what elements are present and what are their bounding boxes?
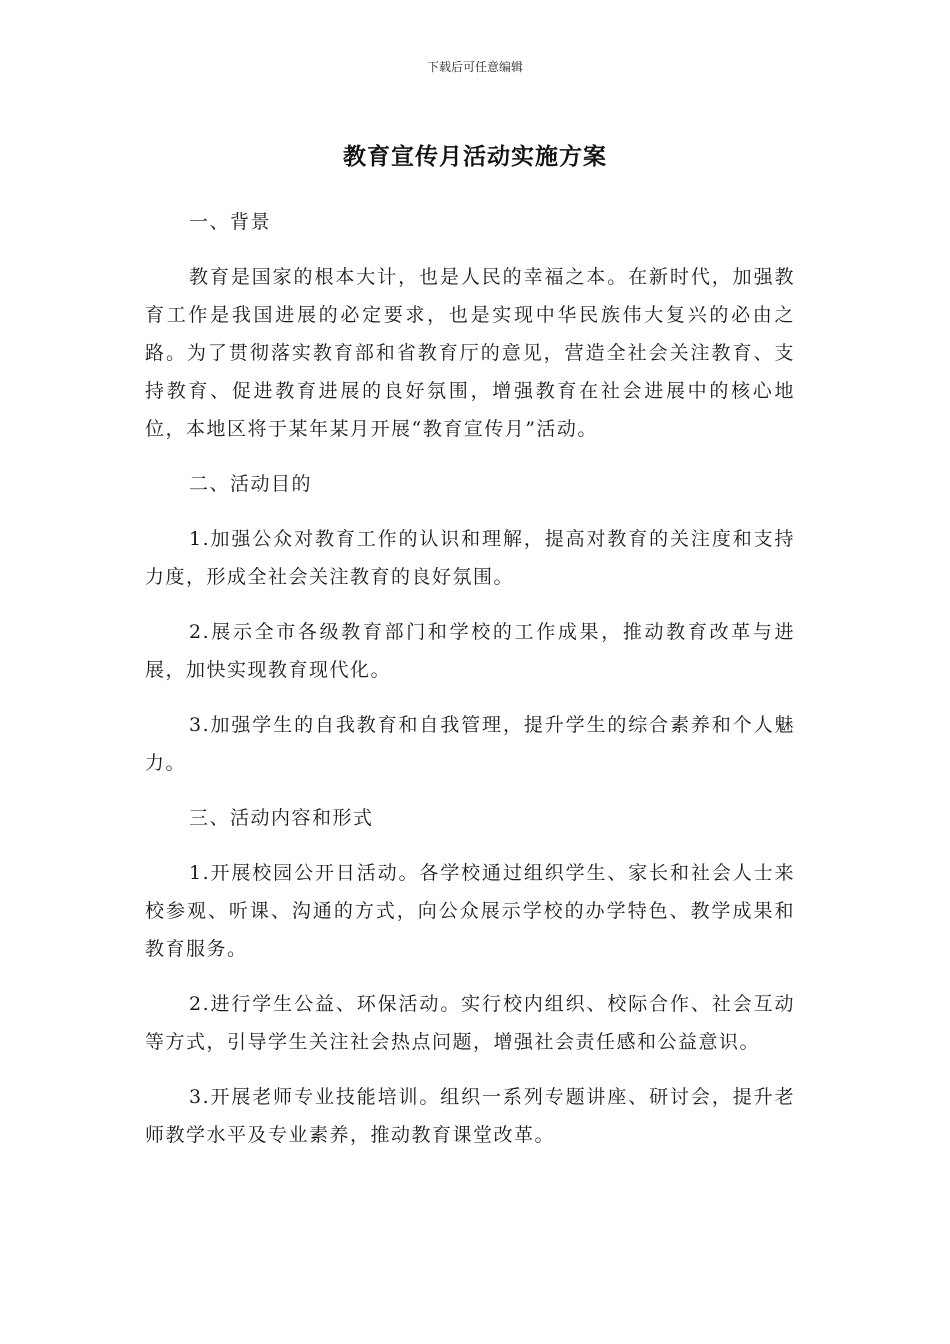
- document-title: 教育宣传月活动实施方案: [343, 144, 607, 170]
- paragraph-content-1: 1.开展校园公开日活动。各学校通过组织学生、家长和社会人士来校参观、听课、沟通的方式，向公众展示学校的办学特色、教学成果和教育服务。: [145, 862, 795, 960]
- paragraph-purpose-1: 1.加强公众对教育工作的认识和理解，提高对教育的关注度和支持力度，形成全社会关注教育的良好氛围。: [145, 528, 795, 588]
- document-body: [145, 203, 795, 1171]
- header-note: 下载后可任意编辑: [426, 60, 523, 74]
- paragraph-background: 教育是国家的根本大计，也是人民的幸福之本。在新时代，加强教育工作是我国进展的必定要求，也是实现中华民族伟大复兴的必由之路。为了贯彻落实教育部和省教育厅的意见，营造全社会关注教育、支持教育、促进教育进展的良好氛围，增强教育在社会进展中的核心地位，本地区将于某年某月开展“教育宣传月”活动。: [145, 266, 795, 440]
- section-heading-content: 三、活动内容和形式: [189, 807, 374, 829]
- section-heading-purpose: 二、活动目的: [189, 473, 313, 495]
- paragraph-purpose-3: 3.加强学生的自我教育和自我管理，提升学生的综合素养和个人魅力。: [145, 714, 795, 774]
- paragraph-content-3: 3.开展老师专业技能培训。组织一系列专题讲座、研讨会，提升老师教学水平及专业素养，推动教育课堂改革。: [145, 1086, 795, 1146]
- paragraph-purpose-2: 2.展示全市各级教育部门和学校的工作成果，推动教育改革与进展，加快实现教育现代化。: [145, 621, 795, 681]
- paragraph-content-2: 2.进行学生公益、环保活动。实行校内组织、校际合作、社会互动等方式，引导学生关注社会热点问题，增强社会责任感和公益意识。: [145, 993, 795, 1053]
- section-heading-background: 一、背景: [189, 211, 272, 233]
